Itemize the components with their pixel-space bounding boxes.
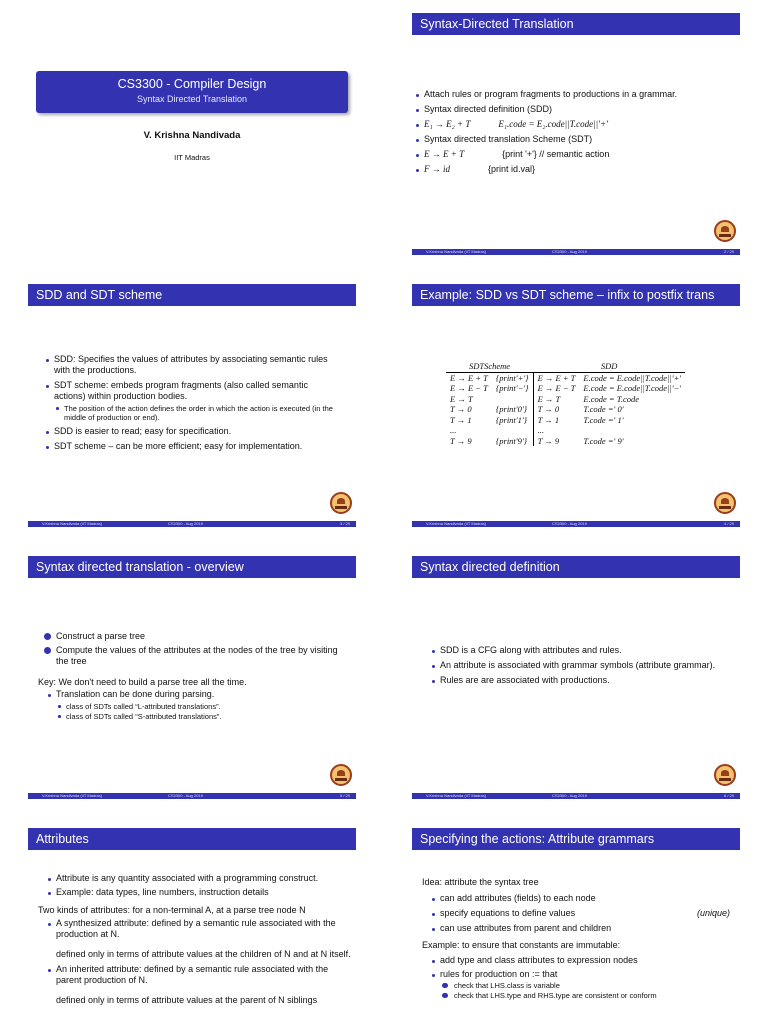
- table-cell: T → 1: [533, 415, 579, 426]
- example-text: Example: to ensure that constants are immutable:: [422, 940, 621, 950]
- table-row: [446, 383, 685, 394]
- list-item: SDD: Specifies the values of attributes by associating semantic rules with the productions.: [44, 354, 340, 376]
- author-name: V. Krishna Nandivada: [143, 130, 241, 141]
- numbered-list: [42, 631, 342, 670]
- table-cell: [492, 425, 533, 436]
- table-cell: T.code =' 9': [583, 435, 624, 446]
- list-item: E → E + T {print '+'} // semantic action: [414, 149, 754, 160]
- iit-madras-logo-icon: [330, 764, 352, 786]
- column-header: SDD: [533, 361, 685, 372]
- list-item: Attach rules or program fragments to productions in a grammar.: [414, 89, 754, 100]
- list-item: rules for production on := that check that LHS.class is variable check that LHS.type and RHS.type are consistent or conform: [430, 969, 736, 1000]
- table-cell: E → T: [533, 394, 579, 405]
- bullet-list: [44, 354, 340, 456]
- slide-title-bar: Syntax-Directed Translation: [412, 13, 740, 35]
- iit-madras-logo-icon: [330, 492, 352, 514]
- table-cell: T → 1: [450, 414, 472, 425]
- table-cell: E → E − T: [533, 383, 579, 394]
- table-row: [446, 415, 685, 426]
- bullet-list: [430, 645, 730, 690]
- sub-list-item: class of SDTs called “S-attributed translations”.: [56, 712, 346, 721]
- presentation-title: CS3300 - Compiler Design: [117, 77, 267, 91]
- slide-footer: V.Krishna Nandivada (IIT Madras) CS3300 - Aug 2019 3 / 29: [28, 521, 356, 527]
- table-cell: ...: [533, 425, 579, 436]
- slide-footer: V.Krishna Nandivada (IIT Madras) CS3300 - Aug 2019 6 / 29: [412, 793, 740, 799]
- sub-list-item: class of SDTs called “L-attributed translations”.: [56, 702, 346, 711]
- table-cell: T.code =' 1': [583, 414, 624, 425]
- inherited-note: defined only in terms of attribute values at the parent of N siblings: [56, 995, 318, 1005]
- list-item: add type and class attributes to expression nodes: [430, 955, 736, 966]
- list-item: Compute the values of the attributes at the nodes of the tree by visiting the tree: [42, 645, 342, 667]
- table-cell: T → 9: [533, 436, 579, 447]
- attribute-kinds-list: [46, 918, 352, 1010]
- table-cell: E → E + T: [450, 372, 488, 383]
- table-cell: T → 0: [533, 404, 579, 415]
- iit-madras-logo-icon: [714, 220, 736, 242]
- table-row: [446, 425, 685, 436]
- bullet-list: [430, 955, 736, 1004]
- table-cell: E → E + T: [533, 372, 579, 383]
- institute-name: IIT Madras: [174, 153, 210, 162]
- slide-title-bar: Attributes: [28, 828, 356, 850]
- table-cell: ...: [450, 425, 457, 435]
- list-item: An inherited attribute: defined by a semantic rule associated with the parent production of N. defined only in terms of attribute values at the parent of N siblings: [46, 964, 352, 1006]
- idea-text: Idea: attribute the syntax tree: [422, 877, 539, 887]
- table-cell: E.code = E.code||T.code||'−': [583, 383, 682, 393]
- slide-footer: V.Krishna Nandivada (IIT Madras) CS3300 - Aug 2019 2 / 29: [412, 249, 740, 255]
- list-item: specify equations to define values (unique): [430, 908, 730, 919]
- slide-3: [0, 272, 384, 544]
- slide-footer: V.Krishna Nandivada (IIT Madras) CS3300 - Aug 2019 5 / 29: [28, 793, 356, 799]
- slide-6: [384, 544, 768, 816]
- list-item: Attribute is any quantity associated with a programming construct.: [46, 873, 356, 884]
- slide-title-bar: Example: SDD vs SDT scheme – infix to postfix trans: [412, 284, 740, 306]
- list-item: can use attributes from parent and children: [430, 923, 730, 934]
- table-cell: {print'9'}: [495, 435, 528, 446]
- list-item: Example: data types, line numbers, instruction details: [46, 887, 356, 898]
- list-item: Rules are are associated with productions.: [430, 675, 730, 686]
- list-item: SDT scheme – can be more efficient; easy for implementation.: [44, 441, 340, 452]
- sub-list-item: check that LHS.type and RHS.type are consistent or conform: [440, 991, 736, 1000]
- column-header: SDTScheme: [446, 361, 533, 372]
- synthesized-note: defined only in terms of attribute values at the children of N and at N itself.: [56, 949, 351, 959]
- list-item: SDT scheme: embeds program fragments (also called semantic actions) within production bodies. The position of the action defines the order in which the action is executed (in the middle of production or end).: [44, 380, 340, 422]
- list-item: can add attributes (fields) to each node: [430, 893, 730, 904]
- table-cell: {print'−'}: [495, 383, 529, 393]
- list-item: Syntax directed definition (SDD): [414, 104, 754, 115]
- bullet-list: [46, 689, 346, 725]
- slide-2: [384, 0, 768, 272]
- slide-title-bar: Syntax directed definition: [412, 556, 740, 578]
- table-row: [446, 404, 685, 415]
- table-cell: [579, 425, 685, 436]
- table-cell: T.code =' 0': [583, 404, 624, 414]
- table-cell: {print'1'}: [495, 414, 528, 425]
- table-row: [446, 372, 685, 383]
- table-cell: E → E − T: [450, 383, 488, 393]
- iit-madras-logo-icon: [714, 492, 736, 514]
- list-item: Syntax directed translation Scheme (SDT): [414, 134, 754, 145]
- slide-5: [0, 544, 384, 816]
- slide-8: [384, 816, 768, 1024]
- presentation-subtitle: Syntax Directed Translation: [136, 94, 248, 104]
- slide-title: [0, 0, 384, 272]
- table-row: [446, 436, 685, 447]
- list-item: Translation can be done during parsing. class of SDTs called “L-attributed translations”. class of SDTs called “S-attributed translations”.: [46, 689, 346, 721]
- sub-list-item: check that LHS.class is variable: [440, 981, 736, 990]
- list-item: An attribute is associated with grammar symbols (attribute grammar).: [430, 660, 730, 671]
- table-cell: E.code = E.code||T.code||'+': [583, 372, 682, 383]
- list-item: E₁ → E₂ + T E₁.code = E₂.code||T.code||'+': [414, 119, 754, 130]
- iit-madras-logo-icon: [714, 764, 736, 786]
- two-kinds-text: Two kinds of attributes: for a non-terminal A, at a parse tree node N: [38, 905, 306, 915]
- table-cell: T → 0: [450, 404, 472, 414]
- bullet-list: [414, 89, 754, 179]
- table-cell: E.code = T.code: [583, 393, 640, 404]
- title-box: [36, 71, 348, 113]
- table-cell: T → 9: [450, 435, 472, 446]
- slide-title-bar: Syntax directed translation - overview: [28, 556, 356, 578]
- slide-footer: V.Krishna Nandivada (IIT Madras) CS3300 - Aug 2019 4 / 29: [412, 521, 740, 527]
- list-item: F → id {print id.val}: [414, 164, 754, 175]
- slide-title-bar: Specifying the actions: Attribute grammars: [412, 828, 740, 850]
- list-item: A synthesized attribute: defined by a semantic rule associated with the production at N. defined only in terms of attribute values at the children of N and at N itself.: [46, 918, 352, 960]
- slide-7: [0, 816, 384, 1024]
- slide-title-bar: SDD and SDT scheme: [28, 284, 356, 306]
- table-cell: {print'0'}: [495, 404, 528, 414]
- bullet-list: [430, 893, 730, 938]
- list-item: Construct a parse tree: [42, 631, 342, 642]
- bullet-list: [46, 873, 356, 902]
- sdd-vs-sdt-table: [446, 361, 685, 446]
- table-cell: [492, 394, 533, 405]
- table-row: [446, 394, 685, 405]
- table-cell: E → T: [450, 393, 473, 404]
- table-cell: {print'+'}: [495, 372, 529, 383]
- list-item: SDD is a CFG along with attributes and rules.: [430, 645, 730, 656]
- list-item: SDD is easier to read; easy for specification.: [44, 426, 340, 437]
- sub-list-item: The position of the action defines the order in which the action is executed (in the middle of production or end).: [54, 404, 340, 422]
- key-text: Key: We don't need to build a parse tree all the time.: [38, 677, 247, 687]
